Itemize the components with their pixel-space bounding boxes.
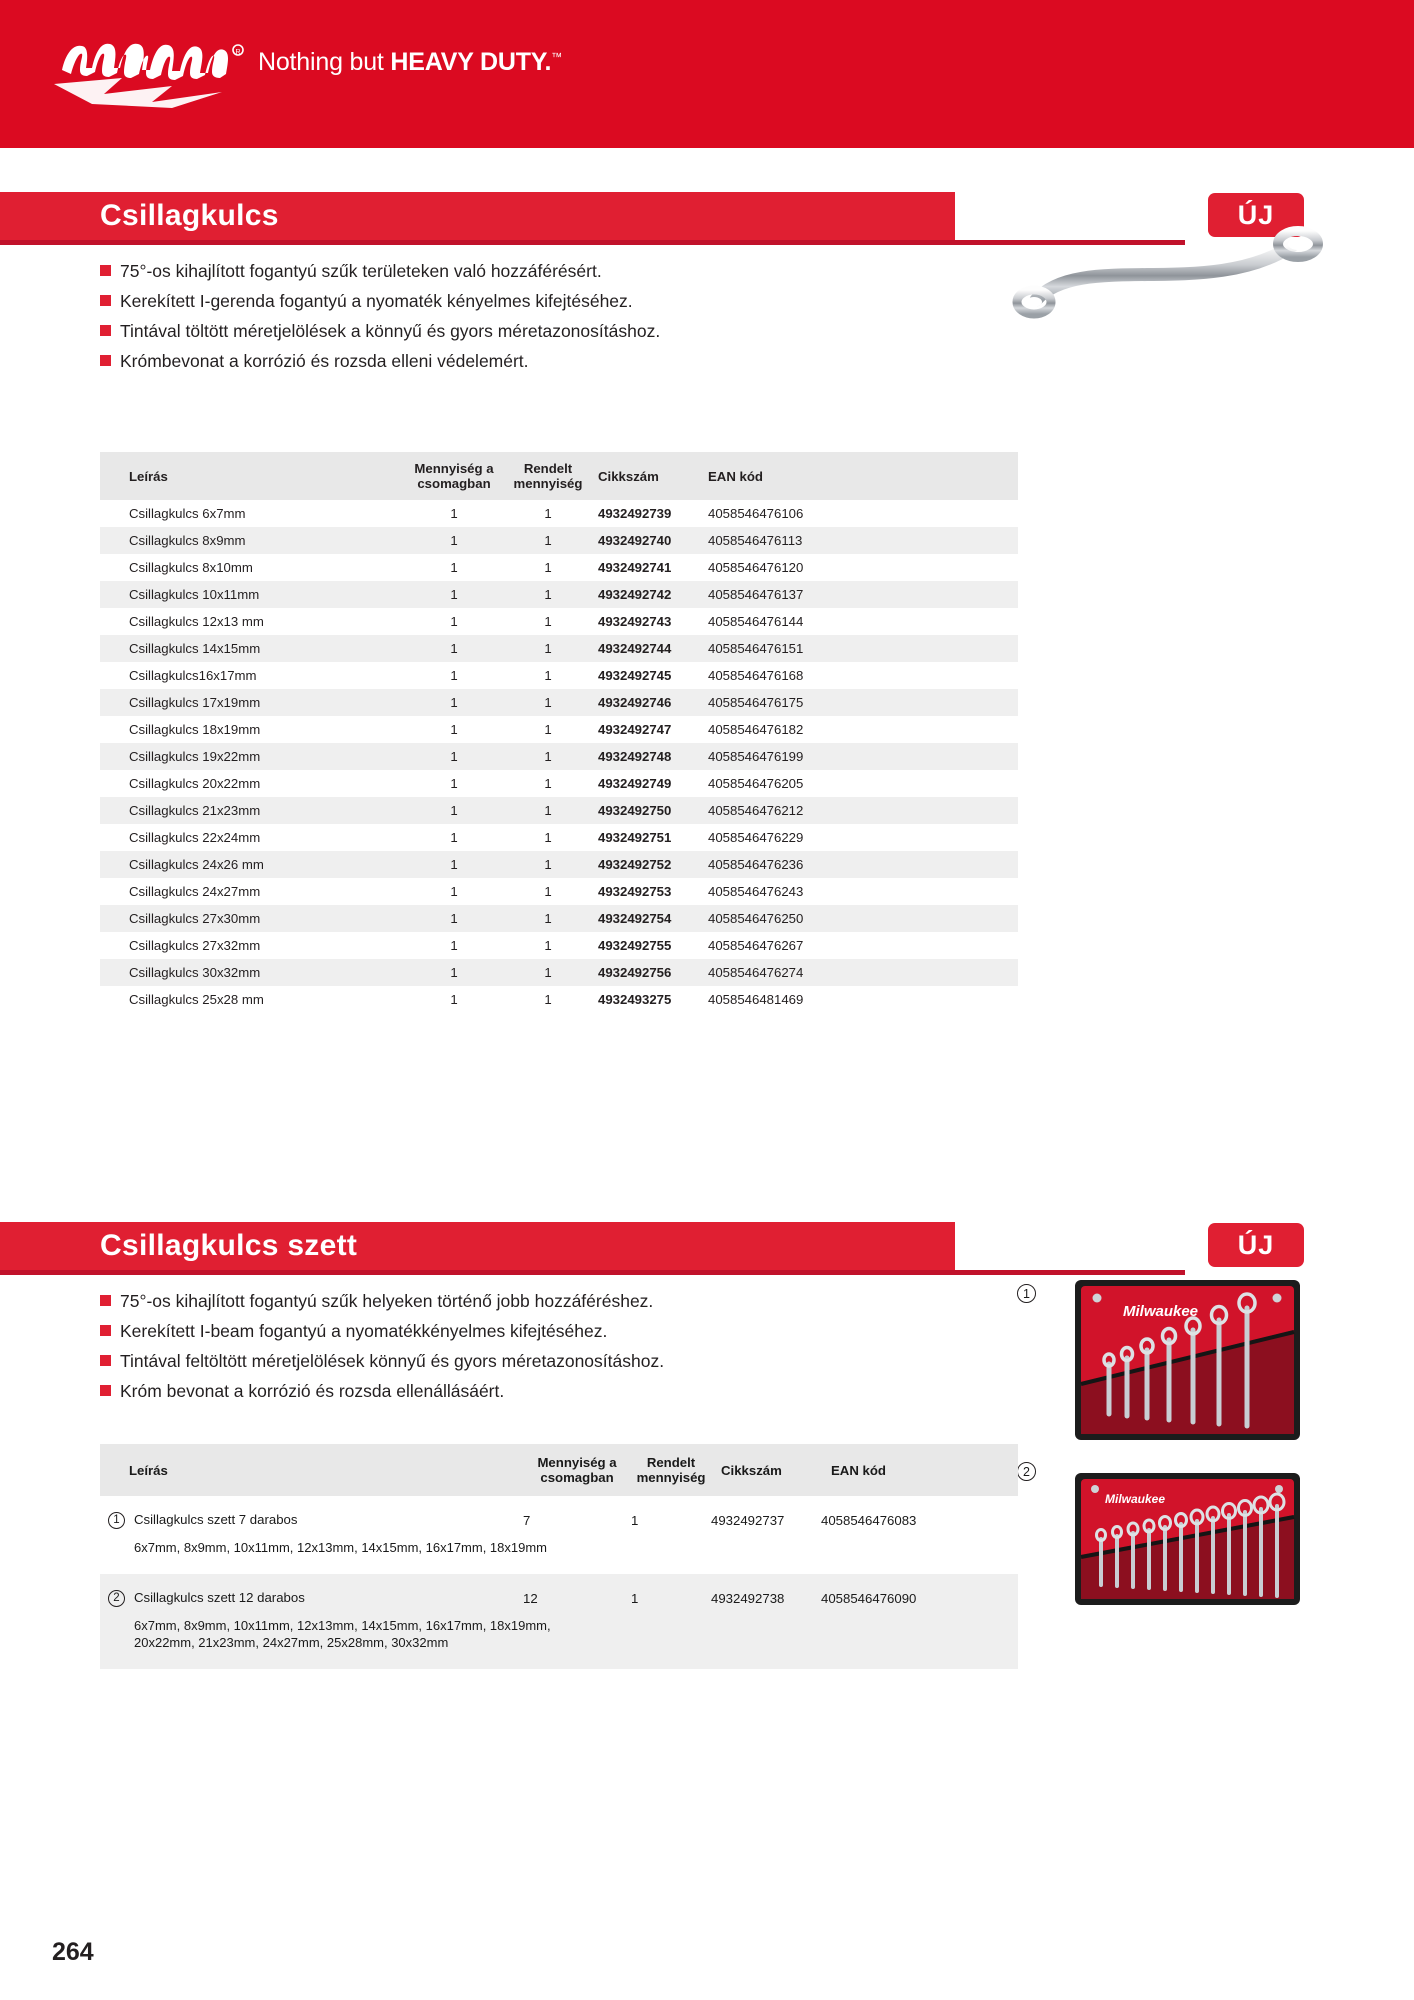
cell-order-quantity: 1 <box>544 938 552 953</box>
cell-included-sizes: 6x7mm, 8x9mm, 10x11mm, 12x13mm, 14x15mm, 16x17mm, 18x19mm, 20x22mm, 21x23mm, 24x27mm, 25x28mm, 30x32mm <box>100 1611 1018 1669</box>
table-row <box>100 527 1018 554</box>
section-csillagkulcs-szett <box>0 1222 1414 1782</box>
cell-article-number: 4932492754 <box>588 905 698 932</box>
bullet-square-icon <box>100 1295 111 1306</box>
table-body <box>100 1496 1018 1669</box>
cell-description: Csillagkulcs 24x27mm <box>129 884 261 899</box>
cell-order-quantity: 1 <box>508 905 588 932</box>
cell-ean-code: 4058546476236 <box>698 851 1018 878</box>
cell-pack-quantity: 1 <box>400 851 508 878</box>
section1-title: Csillagkulcs <box>100 199 279 232</box>
cell-article-number: 4932492755 <box>598 938 672 953</box>
section2-new-badge: ÚJ <box>1208 1223 1304 1267</box>
cell-pack-quantity: 1 <box>400 689 508 716</box>
cell-pack-quantity: 1 <box>450 830 458 845</box>
cell-ean-code: 4058546476120 <box>708 560 804 575</box>
cell-ean-code: 4058546476267 <box>708 938 804 953</box>
cell-order-quantity: 1 <box>631 1574 711 1611</box>
cell-ean-code: 4058546476144 <box>708 614 804 629</box>
cell-description: Csillagkulcs 10x11mm <box>100 581 400 608</box>
table-row <box>100 1574 1018 1611</box>
cell-pack-quantity: 1 <box>400 635 508 662</box>
cell-article-number: 4932492752 <box>588 851 698 878</box>
cell-order-quantity: 1 <box>544 560 552 575</box>
photo-index-marker: 1 <box>1017 1284 1036 1303</box>
table-row <box>100 932 1018 959</box>
cell-ean-code: 4058546476182 <box>708 722 804 737</box>
cell-article-number: 4932492744 <box>588 635 698 662</box>
section2-title: Csillagkulcs szett <box>100 1229 358 1262</box>
feature-text: Tintával töltött méretjelölések a könnyű és gyors méretazonosításhoz. <box>120 321 661 341</box>
row-index-marker: 1 <box>108 1512 125 1529</box>
cell-pack-quantity: 1 <box>450 722 458 737</box>
section1-product-photo <box>1010 222 1330 332</box>
cell-description: Csillagkulcs 6x7mm <box>129 506 246 521</box>
table-row <box>100 689 1018 716</box>
cell-article-number: 4932492756 <box>588 959 698 986</box>
bullet-square-icon <box>100 325 111 336</box>
cell-article-number: 4932492751 <box>598 830 672 845</box>
header-order-line2: mennyiség <box>636 1470 706 1485</box>
table-header <box>100 1444 1018 1496</box>
table-body <box>100 500 1018 1013</box>
section-csillagkulcs <box>0 192 1414 1092</box>
cell-pack-quantity: 1 <box>400 959 508 986</box>
cell-pack-quantity: 1 <box>400 905 508 932</box>
svg-text:Milwaukee: Milwaukee <box>1105 1492 1166 1506</box>
table-row <box>100 1496 1018 1533</box>
header-ean-code: EAN kód <box>698 452 1018 500</box>
feature-text: Króm bevonat a korrózió és rozsda ellenállásáért. <box>120 1381 505 1401</box>
header-pack-quantity <box>400 452 508 500</box>
header-order-line2: mennyiség <box>513 476 583 491</box>
cell-article-number: 4932492749 <box>598 776 672 791</box>
feature-text: Tintával feltöltött méretjelölések könnyű és gyors méretazonosításhoz. <box>120 1351 665 1371</box>
cell-description: Csillagkulcs16x17mm <box>129 668 257 683</box>
cell-ean-code: 4058546476090 <box>821 1574 1018 1611</box>
feature-text: Krómbevonat a korrózió és rozsda elleni védelemért. <box>120 351 529 371</box>
table-row <box>100 770 1018 797</box>
page-number: 264 <box>52 1938 94 1966</box>
cell-order-quantity: 1 <box>544 884 552 899</box>
cell-pack-quantity: 12 <box>523 1574 631 1611</box>
cell-description: Csillagkulcs 8x9mm <box>100 527 400 554</box>
section1-feature-list <box>100 260 660 380</box>
table-row <box>100 959 1018 986</box>
section1-rule <box>0 240 1185 245</box>
cell-article-number: 4932492746 <box>588 689 698 716</box>
feature-item <box>100 260 660 282</box>
brand-header <box>0 0 1414 148</box>
wrench-set-12pc-photo <box>1023 1464 1310 1612</box>
header-description: Leírás <box>100 1444 523 1496</box>
cell-article-number: 4932492743 <box>598 614 672 629</box>
header-order-quantity <box>631 1444 711 1496</box>
table-header <box>100 452 1018 500</box>
table-row-sizes <box>100 1533 1018 1574</box>
cell-article-number: 4932492753 <box>598 884 672 899</box>
bullet-square-icon <box>100 1355 111 1366</box>
cell-ean-code: 4058546476205 <box>708 776 804 791</box>
cell-ean-code: 4058546481469 <box>708 992 804 1007</box>
description-text: Csillagkulcs szett 12 darabos <box>134 1590 305 1606</box>
cell-order-quantity: 1 <box>544 722 552 737</box>
table-row <box>100 743 1018 770</box>
bullet-square-icon <box>100 1385 111 1396</box>
feature-text: Kerekített I-gerenda fogantyú a nyomaték kényelmes kifejtéséhez. <box>120 291 633 311</box>
cell-order-quantity: 1 <box>544 776 552 791</box>
brand-tagline <box>258 48 562 81</box>
cell-order-quantity: 1 <box>508 797 588 824</box>
table-row <box>100 851 1018 878</box>
bullet-square-icon <box>100 355 111 366</box>
cell-ean-code: 4058546476175 <box>698 689 1018 716</box>
table-row <box>100 797 1018 824</box>
header-pack-line1: Mennyiség a <box>414 461 494 476</box>
cell-order-quantity: 1 <box>544 506 552 521</box>
cell-pack-quantity: 1 <box>400 797 508 824</box>
cell-description: Csillagkulcs 20x22mm <box>129 776 261 791</box>
cell-order-quantity: 1 <box>508 581 588 608</box>
cell-ean-code: 4058546476274 <box>698 959 1018 986</box>
cell-description <box>100 1496 523 1533</box>
header-pack-line1: Mennyiség a <box>537 1455 617 1470</box>
feature-item <box>100 1290 664 1312</box>
cell-article-number: 4932492750 <box>588 797 698 824</box>
cell-description: Csillagkulcs 8x10mm <box>129 560 253 575</box>
table-row <box>100 608 1018 635</box>
trademark-symbol: ™ <box>551 51 563 64</box>
header-article-number: Cikkszám <box>711 1444 821 1496</box>
bullet-square-icon <box>100 265 111 276</box>
table-row <box>100 716 1018 743</box>
cell-description: Csillagkulcs 22x24mm <box>129 830 261 845</box>
bullet-square-icon <box>100 295 111 306</box>
cell-description: Csillagkulcs 21x23mm <box>100 797 400 824</box>
feature-text: 75°-os kihajlított fogantyú szűk területeken való hozzáférésért. <box>120 261 602 281</box>
cell-article-number: 4932492738 <box>711 1574 821 1611</box>
table-row <box>100 905 1018 932</box>
cell-description: Csillagkulcs 12x13 mm <box>129 614 264 629</box>
cell-order-quantity: 1 <box>508 743 588 770</box>
header-order-line1: Rendelt <box>523 461 573 476</box>
cell-pack-quantity: 1 <box>450 884 458 899</box>
table-row <box>100 500 1018 527</box>
brand-logo-lockup <box>52 28 562 100</box>
tagline-bold: HEAVY DUTY. <box>390 47 552 76</box>
cell-order-quantity: 1 <box>508 689 588 716</box>
cell-ean-code: 4058546476168 <box>708 668 804 683</box>
header-pack-quantity <box>523 1444 631 1496</box>
cell-article-number: 4932492741 <box>598 560 672 575</box>
bullet-square-icon <box>100 1325 111 1336</box>
table-row <box>100 824 1018 851</box>
header-order-quantity <box>508 452 588 500</box>
header-pack-line2: csomagban <box>540 1470 614 1485</box>
table-row <box>100 554 1018 581</box>
cell-ean-code: 4058546476137 <box>698 581 1018 608</box>
cell-description: Csillagkulcs 27x30mm <box>100 905 400 932</box>
cell-article-number: 4932492745 <box>598 668 672 683</box>
cell-description: Csillagkulcs 24x26 mm <box>100 851 400 878</box>
cell-pack-quantity: 1 <box>400 581 508 608</box>
cell-ean-code: 4058546476106 <box>708 506 804 521</box>
feature-item <box>100 1350 664 1372</box>
table-row <box>100 986 1018 1013</box>
cell-pack-quantity: 1 <box>450 776 458 791</box>
cell-pack-quantity: 1 <box>450 560 458 575</box>
section2-rule <box>0 1270 1185 1275</box>
feature-item <box>100 350 660 372</box>
cell-pack-quantity: 7 <box>523 1513 531 1528</box>
header-ean-code: EAN kód <box>821 1444 1018 1496</box>
section1-title-band <box>0 192 955 240</box>
cell-order-quantity: 1 <box>631 1513 639 1528</box>
row-index-marker: 2 <box>108 1590 125 1607</box>
cell-pack-quantity: 1 <box>450 668 458 683</box>
cell-description: Csillagkulcs 27x32mm <box>129 938 261 953</box>
section1-new-badge: ÚJ <box>1208 193 1304 237</box>
feature-text: Kerekített I-beam fogantyú a nyomatékkényelmes kifejtéséhez. <box>120 1321 608 1341</box>
photo-index-marker: 2 <box>1017 1462 1036 1481</box>
cell-order-quantity: 1 <box>544 614 552 629</box>
cell-order-quantity: 1 <box>544 830 552 845</box>
cell-pack-quantity: 1 <box>450 614 458 629</box>
feature-item <box>100 290 660 312</box>
table-row <box>100 581 1018 608</box>
feature-item <box>100 1320 664 1342</box>
table-header-row <box>100 1444 1018 1496</box>
cell-ean-code: 4058546476113 <box>698 527 1018 554</box>
svg-text:R: R <box>235 49 241 56</box>
table-header-row <box>100 452 1018 500</box>
cell-description: Csillagkulcs 17x19mm <box>100 689 400 716</box>
cell-description: Csillagkulcs 30x32mm <box>100 959 400 986</box>
table-row-sizes <box>100 1611 1018 1669</box>
section1-product-table <box>100 452 1018 1013</box>
cell-order-quantity: 1 <box>508 635 588 662</box>
cell-ean-code: 4058546476243 <box>708 884 804 899</box>
milwaukee-logo <box>52 28 242 100</box>
cell-ean-code: 4058546476212 <box>698 797 1018 824</box>
header-pack-line2: csomagban <box>417 476 491 491</box>
feature-item <box>100 320 660 342</box>
cell-ean-code: 4058546476250 <box>698 905 1018 932</box>
cell-pack-quantity: 1 <box>400 743 508 770</box>
cell-pack-quantity: 1 <box>450 992 458 1007</box>
svg-text:Milwaukee: Milwaukee <box>1123 1303 1199 1320</box>
feature-text: 75°-os kihajlított fogantyú szűk helyeken történő jobb hozzáféréshez. <box>120 1291 654 1311</box>
cell-article-number: 4932492739 <box>598 506 672 521</box>
cell-article-number: 4932493275 <box>598 992 672 1007</box>
cell-included-sizes: 6x7mm, 8x9mm, 10x11mm, 12x13mm, 14x15mm, 16x17mm, 18x19mm <box>134 1540 548 1556</box>
cell-article-number: 4932492748 <box>588 743 698 770</box>
description-text: Csillagkulcs szett 7 darabos <box>134 1512 298 1527</box>
cell-order-quantity: 1 <box>508 527 588 554</box>
cell-description: Csillagkulcs 18x19mm <box>129 722 261 737</box>
table-row <box>100 878 1018 905</box>
cell-pack-quantity: 1 <box>450 938 458 953</box>
cell-ean-code: 4058546476199 <box>698 743 1018 770</box>
cell-order-quantity: 1 <box>544 668 552 683</box>
cell-description: Csillagkulcs 19x22mm <box>100 743 400 770</box>
cell-description: Csillagkulcs 14x15mm <box>100 635 400 662</box>
table-row <box>100 662 1018 689</box>
header-article-number: Cikkszám <box>588 452 698 500</box>
section2-title-band <box>0 1222 955 1270</box>
header-description: Leírás <box>100 452 400 500</box>
tagline-prefix: Nothing but <box>258 47 391 76</box>
table-row <box>100 635 1018 662</box>
wrench-set-7pc-photo <box>1023 1272 1310 1447</box>
cell-description <box>100 1574 523 1611</box>
cell-ean-code: 4058546476083 <box>821 1513 917 1528</box>
feature-item <box>100 1380 664 1402</box>
section2-product-table <box>100 1444 1018 1669</box>
cell-article-number: 4932492742 <box>588 581 698 608</box>
cell-pack-quantity: 1 <box>400 527 508 554</box>
cell-ean-code: 4058546476229 <box>708 830 804 845</box>
cell-description: Csillagkulcs 25x28 mm <box>129 992 264 1007</box>
cell-article-number: 4932492737 <box>711 1513 785 1528</box>
cell-order-quantity: 1 <box>508 959 588 986</box>
header-order-line1: Rendelt <box>646 1455 696 1470</box>
cell-order-quantity: 1 <box>544 992 552 1007</box>
cell-article-number: 4932492747 <box>598 722 672 737</box>
cell-pack-quantity: 1 <box>450 506 458 521</box>
cell-ean-code: 4058546476151 <box>698 635 1018 662</box>
cell-article-number: 4932492740 <box>588 527 698 554</box>
section2-feature-list <box>100 1290 664 1410</box>
cell-order-quantity: 1 <box>508 851 588 878</box>
